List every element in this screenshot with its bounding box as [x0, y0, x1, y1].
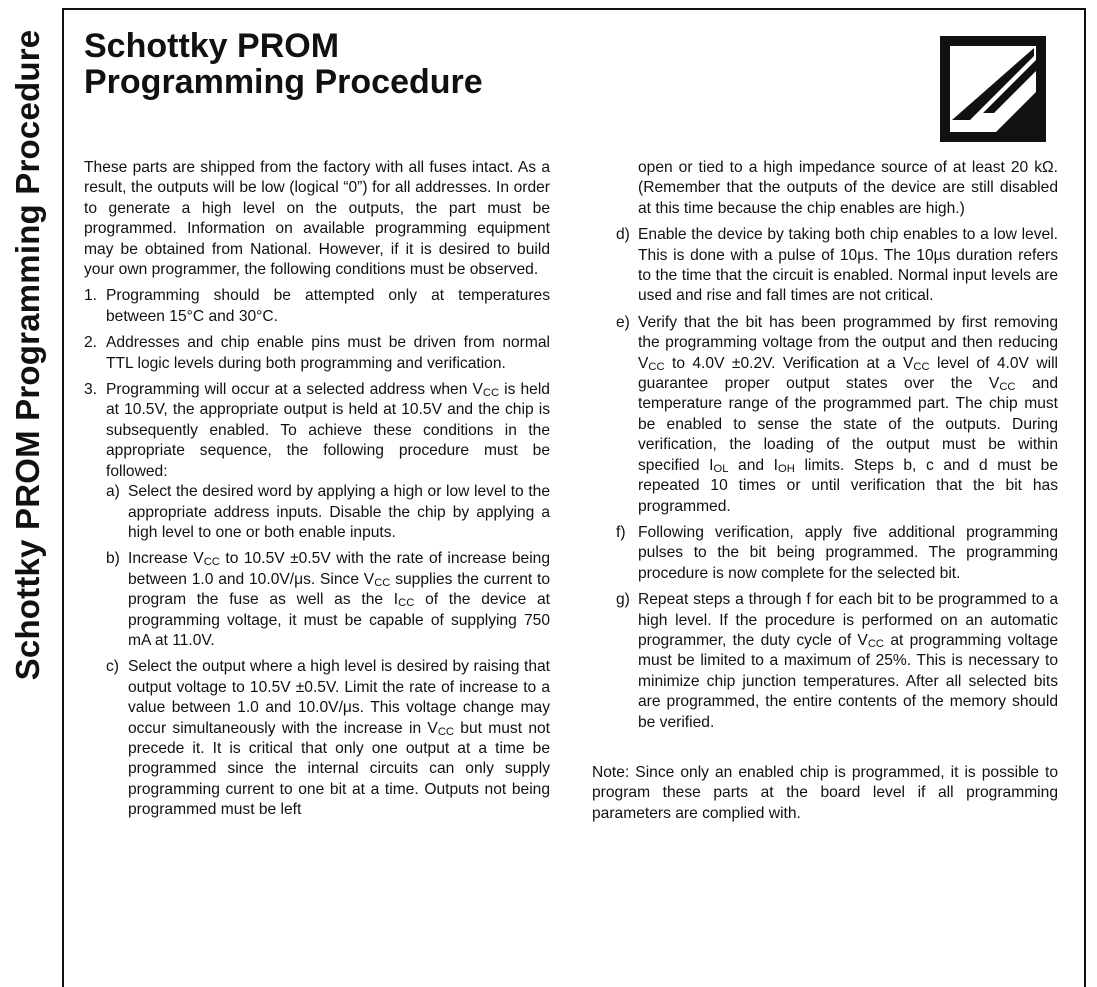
left-column [84, 158, 550, 827]
page-title-line-1: Schottky PROM [84, 27, 340, 65]
procedure-step-text-e-2: to 4.0V ±0.2V. Verification at a V [664, 354, 914, 372]
procedure-step-subscript-c-1: CC [437, 725, 455, 738]
right-column [592, 158, 1058, 830]
procedure-step-text-c-2: but must not precede it. It is critical that only one output at a time be programmed since the internal circuits can only supply programming current to one bit at a time. Outputs not being programmed must be left [128, 719, 550, 819]
procedure-step-subscript-e-5: OH [778, 462, 795, 475]
procedure-step-label-e: e) [616, 313, 630, 331]
procedure-step-label-f: f) [616, 523, 626, 541]
instruction-number-2: 2. [84, 334, 98, 352]
page-title-line-2: Programming Procedure [84, 63, 483, 101]
side-title-wrap [0, 0, 56, 987]
procedure-step-text-b-1: Increase V [128, 550, 204, 568]
procedure-step-text-d: Enable the device by taking both chip enables to a low level. This is done with a pulse of 10μs. The 10μs duration refers to the time that the circuit is enabled. Normal input levels are used and rise and fall times are not critical. [638, 226, 1058, 305]
procedure-step-text-c-1: Select the output where a high level is desired by raising that output voltage to 10.5V ±0.5V. Limit the rate of increase to a value between 1.0 and 10.0V/μs. This voltage change may occur simultaneously with the increase in V [128, 658, 550, 737]
procedure-step-d [616, 225, 1058, 307]
procedure-step-subscript-b-2: CC [374, 576, 391, 589]
procedure-step-text-g-2: at programming voltage must be limited to a maximum of 25%. This is necessary to minimize chip junction temperatures. After all selected bits are programmed, the entire contents of the memory should be verified. [638, 631, 1059, 731]
procedure-step-c [106, 657, 550, 820]
note-paragraph: Note: Since only an enabled chip is programmed, it is possible to program these parts at the board level if all programming parameters are complied with. [592, 763, 1058, 822]
procedure-step-label-a: a) [106, 483, 120, 501]
procedure-step-text-b-4: of the device at programming voltage, it must be capable of supplying 750 mA at 11.0V. [128, 591, 551, 649]
instruction-item-2 [84, 333, 550, 374]
procedure-step-text-e-6: limits. Steps b, c and d must be repeated 10 times or until verification that the bit has programmed. [638, 456, 1058, 515]
instruction-text-3-vcc: V [472, 381, 483, 399]
instruction-list [84, 286, 550, 820]
procedure-step-text-e-1: Verify that the bit has been programmed by first removing the programming voltage from the output and then reducing V [638, 313, 1058, 372]
procedure-step-text-b-3: supplies the current to program the fuse as well as the I [128, 570, 550, 609]
content-columns [84, 158, 1074, 978]
instruction-number-3: 3. [84, 381, 98, 399]
procedure-step-label-c: c) [106, 658, 119, 676]
instruction-number-1: 1. [84, 287, 98, 305]
procedure-step-g [616, 590, 1058, 733]
procedure-step-label-b: b) [106, 550, 120, 568]
national-logo [940, 36, 1046, 142]
instruction-text-2: Addresses and chip enable pins must be driven from normal TTL logic levels during both programming and verification. [106, 334, 550, 372]
page-title [84, 28, 804, 100]
instruction-text-1: Programming should be attempted only at temperatures between 15°C and 30°C. [106, 287, 550, 325]
instruction-item-1 [84, 286, 550, 327]
procedure-step-c-continuation: open or tied to a high impedance source of at least 20 kΩ. (Remember that the outputs of the device are still disabled at this time because the chip enables are high.) [638, 159, 1058, 217]
procedure-step-label-d: d) [616, 226, 630, 244]
procedure-step-text-e-3: level of 4.0V will guarantee proper output states over the V [638, 354, 1059, 393]
procedure-step-text-f: Following verification, apply five additional programming pulses to the bit being programmed. The programming procedure is now complete for the selected bit. [638, 523, 1058, 582]
procedure-step-subscript-e-2: CC [913, 360, 930, 373]
instruction-text-3-post: is held at 10.5V, the appropriate output is held at 10.5V and the chip is subsequently enabled. To achieve these conditions in the appropriate sequence, the following procedure must be followed: [106, 381, 550, 480]
procedure-step-e [616, 313, 1058, 517]
instruction-text-3-pre: Programming will occur at a selected address when [106, 381, 473, 399]
instruction-item-3 [84, 380, 550, 821]
procedure-step-a [106, 482, 550, 543]
procedure-step-subscript-e-1: CC [648, 360, 665, 373]
procedure-step-text-a: Select the desired word by applying a high or low level to the appropriate address inputs. Disable the chip by applying a high level to one or both enable inputs. [128, 483, 550, 541]
procedure-step-subscript-e-3: CC [999, 381, 1016, 394]
procedure-step-text-e-4: and temperature range of the programmed part. The chip must be enabled to sense the state of the outputs. During verification, the loading of the output must be within specified I [638, 375, 1058, 474]
procedure-step-subscript-e-4: OL [713, 462, 729, 475]
procedure-step-f [616, 523, 1058, 584]
procedure-step-subscript-b-3: CC [398, 597, 415, 610]
procedure-step-subscript-g-1: CC [867, 638, 885, 651]
intro-paragraph: These parts are shipped from the factory with all fuses intact. As a result, the outputs will be low (logical “0”) for all addresses. In order to generate a high level on the outputs, the part must be programmed. Information on available programming equipment may be obtained from National. However, if it is desired to build your own programmer, the following conditions must be observed. [84, 159, 550, 279]
side-title: Schottky PROM Programming Procedure [9, 29, 46, 681]
procedure-step-b [106, 549, 550, 651]
procedure-step-subscript-b-1: CC [203, 556, 220, 569]
procedure-step-label-g: g) [616, 591, 630, 609]
instruction-text-3-vcc-subscript: CC [482, 387, 500, 400]
procedure-step-text-e-5: and I [728, 456, 779, 474]
procedure-step-text-b-2: to 10.5V ±0.5V with the rate of increase being between 1.0 and 10.0V/μs. Since V [128, 550, 551, 588]
procedure-step-text-g-1: Repeat steps a through f for each bit to be programmed to a high level. If the procedure is performed on an automatic programmer, the duty cycle of V [638, 591, 1058, 649]
